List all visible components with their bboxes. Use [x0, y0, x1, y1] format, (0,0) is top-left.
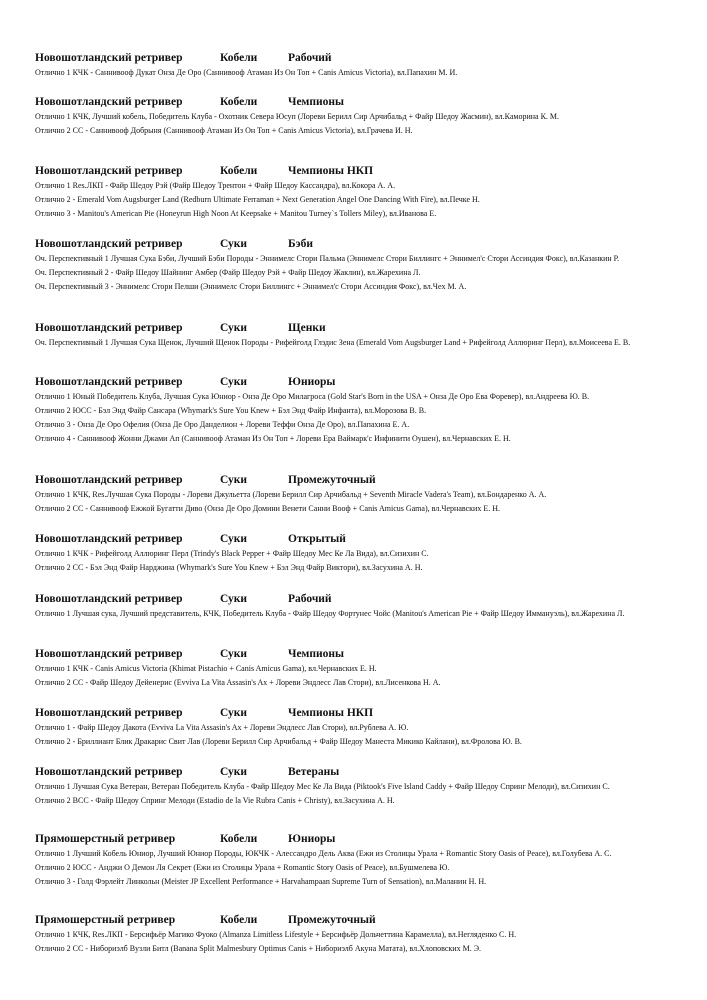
results-section	[0, 531, 707, 573]
result-entry: Отлично 1 Лучшая Сука Ветеран, Ветеран Победитель Клуба - Файр Шедоу Мес Ке Ла Вида (Piktook's Five Island Caddy + Файр Шедоу Спринг Мелоди), вл.Сизихин С.	[35, 782, 610, 791]
section-header	[0, 531, 707, 547]
section-header	[0, 705, 707, 721]
breed-label: Новошотландский ретривер	[35, 707, 183, 719]
breed-label: Прямошерстный ретривер	[35, 833, 176, 845]
entry-list	[0, 67, 707, 78]
result-entry: Отлично 4 - Саннивооф Жонни Джами Ап (Саннивооф Атаман Из Он Топ + Лореви Ера Ваймарк'с Инфинити Оушен), вл.Чернавских Е. Н.	[35, 434, 511, 443]
result-entry: Отлично 2 ЮСС - Анджи О Демон Ля Секрет (Ежи из Столицы Урала + Romantic Story Oasis of Peace), вл.Бушмелева Ю.	[35, 863, 450, 872]
results-section	[0, 646, 707, 688]
result-entry: Отлично 2 ЮСС - Бэл Энд Файр Сансара (Whymark's Sure You Knew + Бэл Энд Файр Инфанта), вл.Морозова В. В.	[35, 406, 427, 415]
entry-list	[0, 929, 707, 954]
section-header	[0, 374, 707, 390]
result-entry: Отлично 1 - Файр Шедоу Дакота (Evviva La Vita Assasin's Ax + Лореви Эндлесс Лав Стори), вл.Рублева А. Ю.	[35, 723, 409, 732]
breed-label: Новошотландский ретривер	[35, 52, 183, 64]
class-label: Чемпионы	[288, 648, 344, 660]
results-section	[0, 320, 707, 348]
breed-label: Новошотландский ретривер	[35, 593, 183, 605]
breed-label: Прямошерстный ретривер	[35, 914, 176, 926]
result-entry: Отлично 2 - Бриллиант Блик Дракарис Свит Лав (Лореви Берилл Сир Арчибальд + Файр Шедоу Манеста Микико Кайлани), вл.Фролова Ю. В.	[35, 737, 522, 746]
results-section	[0, 764, 707, 806]
breed-label: Новошотландский ретривер	[35, 165, 183, 177]
result-entry: Отлично 2 ВСС - Файр Шедоу Спринг Мелоди (Estadio de la Vie Rubra Canis + Christy), вл.Засухина А. Н.	[35, 796, 395, 805]
class-label: Чемпионы НКП	[288, 165, 374, 177]
sex-label: Кобели	[220, 833, 258, 845]
result-entry: Отлично 1 КЧК, Res.Лучшая Сука Породы - Лореви Джульетта (Лореви Берилл Сир Арчибальд + Seventh Miracle Vadera's Team), вл.Бондаренко А. А.	[35, 490, 547, 499]
class-label: Ветераны	[288, 766, 340, 778]
result-entry: Отлично 1 КЧК - Рифейголд Аллюринг Перл (Trindy's Black Pepper + Файр Шедоу Мес Ке Ла Вида), вл.Сизихин С.	[35, 549, 429, 558]
result-entry: Отлично 3 - Manitou's American Pie (Honeyrun High Noon At Keepsake + Manitou Turney`s Tollers Miley), вл.Иванова Е.	[35, 209, 437, 218]
breed-label: Новошотландский ретривер	[35, 766, 183, 778]
entry-list	[0, 489, 707, 514]
sex-label: Кобели	[220, 52, 258, 64]
result-entry: Отлично 2 - Emerald Vom Augsburger Land (Redburn Ultimate Ferraman + Next Generation Angel One Dancing With Fire), вл.Печке Н.	[35, 195, 480, 204]
results-section	[0, 705, 707, 747]
entry-list	[0, 781, 707, 806]
results-section	[0, 472, 707, 514]
section-header	[0, 472, 707, 488]
breed-label: Новошотландский ретривер	[35, 376, 183, 388]
section-header	[0, 831, 707, 847]
result-entry: Отлично 2 СС - Саннивооф Ежжой Бугатти Диво (Онза Де Оро Домини Венети Санни Вооф + Canis Amicus Gama), вл.Чернавских Е. Н.	[35, 504, 500, 513]
entry-list	[0, 337, 707, 348]
section-header	[0, 591, 707, 607]
sex-label: Суки	[220, 707, 248, 719]
result-entry: Оч. Перспективный 1 Лучшая Сука Бэби, Лучший Бэби Породы - Эннимелс Стори Пальма (Эннимелс Стори Биллингс + Эннимел'с Стори Ассиндия Фокс), вл.Казанкин Р.	[35, 254, 620, 263]
sex-label: Суки	[220, 474, 248, 486]
sex-label: Суки	[220, 766, 248, 778]
results-section	[0, 912, 707, 954]
class-label: Промежуточный	[288, 914, 376, 926]
class-label: Промежуточный	[288, 474, 376, 486]
class-label: Чемпионы НКП	[288, 707, 374, 719]
result-entry: Оч. Перспективный 3 - Эннимелс Стори Пелши (Эннимелс Стори Биллингс + Эннимел'с Стори Ассиндия Фокс), вл.Чех М. А.	[35, 282, 467, 291]
sex-label: Суки	[220, 376, 248, 388]
class-label: Рабочий	[288, 593, 332, 605]
entry-list	[0, 548, 707, 573]
section-header	[0, 646, 707, 662]
entry-list	[0, 391, 707, 444]
class-label: Бэби	[288, 238, 313, 250]
class-label: Щенки	[288, 322, 326, 334]
sex-label: Суки	[220, 322, 248, 334]
entry-list	[0, 663, 707, 688]
class-label: Юниоры	[288, 376, 336, 388]
results-section	[0, 591, 707, 619]
result-entry: Оч. Перспективный 2 - Файр Шедоу Шайнинг Амбер (Файр Шедоу Рэй + Файр Шедоу Жаклин), вл.Жарехина Л.	[35, 268, 421, 277]
sex-label: Кобели	[220, 96, 258, 108]
section-header	[0, 320, 707, 336]
results-section	[0, 831, 707, 887]
result-entry: Отлично 1 КЧК, Лучший кобель, Победитель Клуба - Охотник Севера Юсуп (Лореви Берилл Сир Арчибальд + Файр Шедоу Жасмин), вл.Каморина К. М.	[35, 112, 560, 121]
sex-label: Кобели	[220, 165, 258, 177]
results-section	[0, 50, 707, 78]
breed-label: Новошотландский ретривер	[35, 533, 183, 545]
class-label: Открытый	[288, 533, 346, 545]
breed-label: Новошотландский ретривер	[35, 96, 183, 108]
breed-label: Новошотландский ретривер	[35, 322, 183, 334]
breed-label: Новошотландский ретривер	[35, 238, 183, 250]
results-section	[0, 94, 707, 136]
entry-list	[0, 180, 707, 219]
breed-label: Новошотландский ретривер	[35, 648, 183, 660]
entry-list	[0, 722, 707, 747]
result-entry: Отлично 1 Юный Победитель Клуба, Лучшая Сука Юниор - Онза Де Оро Милагроса (Gold Star's Born in the USA + Онза Де Оро Ева Форевер), вл.Андреева Ю. В.	[35, 392, 590, 401]
result-entry: Отлично 1 Лучшая сука, Лучший представитель, КЧК, Победитель Клуба - Файр Шедоу Фортунес Чойс (Manitou's American Pie + Файр Шедоу Иммануэль), вл.Жарехина Л.	[35, 609, 625, 618]
sex-label: Кобели	[220, 914, 258, 926]
sex-label: Суки	[220, 533, 248, 545]
sex-label: Суки	[220, 648, 248, 660]
sex-label: Суки	[220, 593, 248, 605]
entry-list	[0, 848, 707, 887]
section-header	[0, 94, 707, 110]
section-header	[0, 764, 707, 780]
result-entry: Отлично 1 КЧК - Саннивооф Дукат Онза Де Оро (Саннивооф Атаман Из Он Топ + Canis Amicus Victoria), вл.Папахин М. И.	[35, 68, 458, 77]
section-header	[0, 236, 707, 252]
result-entry: Отлично 1 Лучший Кобель Юниор, Лучший Юниор Породы, ЮКЧК - Алессандро Дель Аква (Ежи из Столицы Урала + Romantic Story Oasis of Peace), вл.Голубева А. С.	[35, 849, 612, 858]
result-entry: Отлично 3 - Голд Фэрлейт Линкольн (Meister JP Excellent Performance + Harvahampaan Supreme Turn of Sensation), вл.Маланин Н. Н.	[35, 877, 487, 886]
breed-label: Новошотландский ретривер	[35, 474, 183, 486]
result-entry: Отлично 2 СС - Файр Шедоу Дейенерис (Evviva La Vita Assasin's Ax + Лореви Эндлесс Лав Стори), вл.Лисенкова Н. А.	[35, 678, 441, 687]
section-header	[0, 163, 707, 179]
result-entry: Отлично 2 СС - Саннивооф Добрыня (Саннивооф Атаман Из Он Топ + Canis Amicus Victoria), вл.Грачева И. Н.	[35, 126, 413, 135]
results-section	[0, 163, 707, 219]
result-entry: Отлично 1 КЧК, Res.ЛКП - Берсифьёр Магико Фуоко (Almanza Limitless Lifestyle + Берсифьёр Дольчеттина Карамелла), вл.Негляденко С. Н.	[35, 930, 517, 939]
sex-label: Суки	[220, 238, 248, 250]
section-header	[0, 50, 707, 66]
results-section	[0, 374, 707, 444]
class-label: Юниоры	[288, 833, 336, 845]
entry-list	[0, 608, 707, 619]
result-entry: Отлично 1 Res.ЛКП - Файр Шедоу Рэй (Файр Шедоу Трентон + Файр Шедоу Кассандра), вл.Кокора А. А.	[35, 181, 396, 190]
result-entry: Отлично 2 СС - Нибориэлб Вузли Битл (Banana Split Malmesbury Optimus Canis + Нибориэлб Акуна Матата), вл.Хлоповских М. Э.	[35, 944, 481, 953]
results-section	[0, 236, 707, 292]
class-label: Чемпионы	[288, 96, 344, 108]
class-label: Рабочий	[288, 52, 332, 64]
result-entry: Оч. Перспективный 1 Лучшая Сука Щенок, Лучший Щенок Породы - Рифейголд Глэдис Зена (Emerald Vom Augsburger Land + Рифейголд Аллюринг Перл), вл.Моисеева Е. В.	[35, 338, 631, 347]
result-entry: Отлично 1 КЧК - Canis Amicus Victoria (Khimat Pistachio + Canis Amicus Gama), вл.Чернавских Е. Н.	[35, 664, 377, 673]
result-entry: Отлично 3 - Онза Де Оро Офелия (Онза Де Оро Данделион + Лореви Теффи Онза Де Оро), вл.Папахина Е. А.	[35, 420, 410, 429]
entry-list	[0, 253, 707, 292]
section-header	[0, 912, 707, 928]
result-entry: Отлично 2 СС - Бэл Энд Файр Нарджина (Whymark's Sure You Knew + Бэл Энд Файр Виктори), вл.Засухина А. Н.	[35, 563, 423, 572]
entry-list	[0, 111, 707, 136]
